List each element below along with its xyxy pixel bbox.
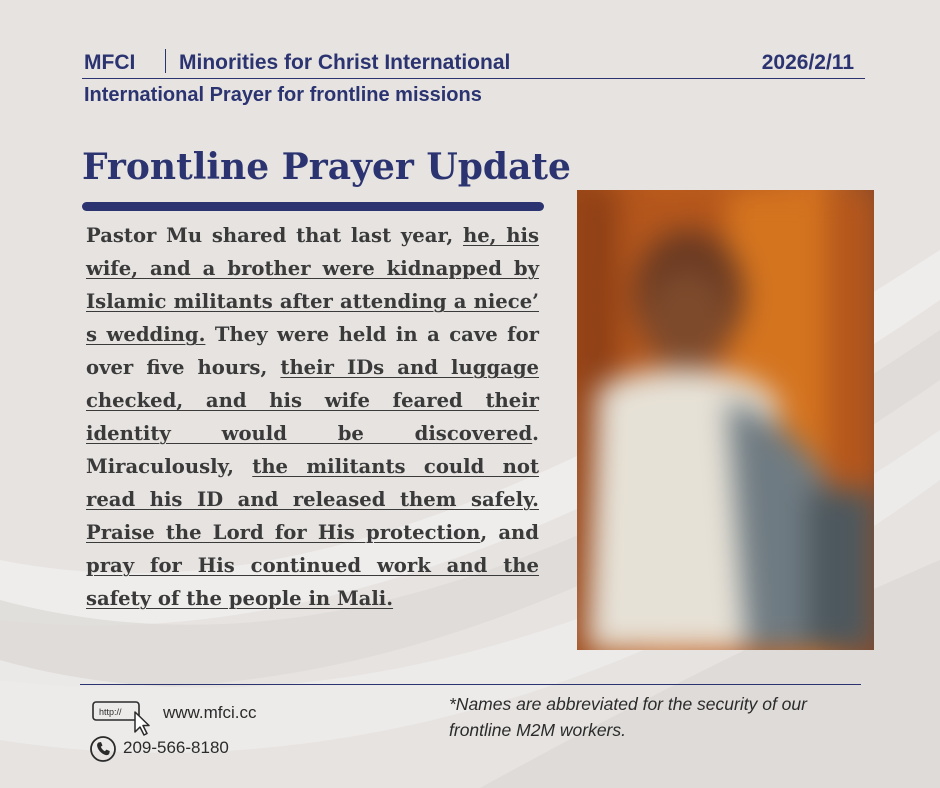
header <box>84 49 864 77</box>
phone-number[interactable]: 209-566-8180 <box>123 738 229 757</box>
blurred-photo <box>577 190 874 650</box>
body-underlined-segment: he, his wife, and a brother were kidnapped by Islamic militants after attending a niece’ s wedding. <box>86 224 539 346</box>
photo-blur-shapes <box>577 190 874 650</box>
post-date: 2026/2/11 <box>761 51 854 74</box>
security-note: *Names are abbreviated for the security of our frontline M2M workers. <box>449 694 807 740</box>
prayer-body-text <box>86 219 539 615</box>
body-underlined-segment: their IDs and luggage checked, and his wife feared their identity would be discovered <box>86 356 540 445</box>
body-text-segment: Pastor Mu shared that last year, <box>86 224 463 247</box>
header-divider <box>82 78 865 79</box>
phone-icon <box>89 735 117 763</box>
footer-divider <box>80 684 861 685</box>
org-full-name: Minorities for Christ International <box>179 51 511 74</box>
body-text-segment: They were held in a cave for over five hours, <box>86 323 539 379</box>
org-short-name: MFCI <box>84 51 136 74</box>
body-text-segment: . Miraculously, <box>86 422 539 478</box>
title-underline-bar <box>82 202 544 211</box>
body-underlined-segment: the militants could not read his ID and released them safely. <box>86 455 539 511</box>
browser-cursor-icon <box>91 700 155 736</box>
website-link[interactable]: www.mfci.cc <box>163 703 257 722</box>
header-subtitle: International Prayer for frontline missions <box>84 84 482 106</box>
body-text-segment: , and <box>480 521 539 544</box>
body-underlined-segment: pray for His continued work and the safety of the people in Mali. <box>86 554 539 610</box>
header-separator <box>165 49 166 73</box>
body-underlined-segment: Praise the Lord for His protection <box>86 521 481 544</box>
web-icon-label: http:// <box>99 707 122 717</box>
page-title: Frontline Prayer Update <box>82 146 571 188</box>
